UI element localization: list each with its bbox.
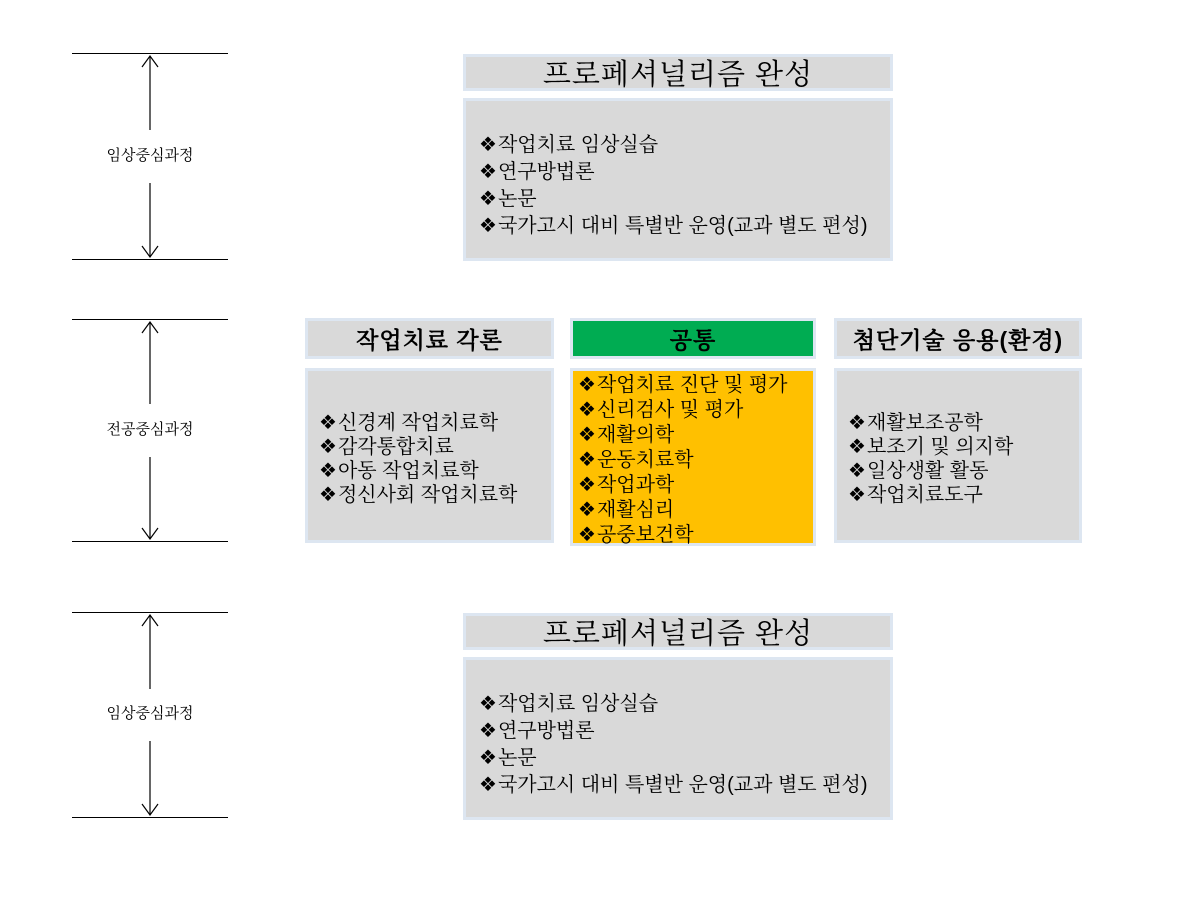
course-item xyxy=(479,132,884,159)
course-item xyxy=(479,772,884,799)
diamond-bullet-icon: ❖ xyxy=(479,692,497,715)
course-item xyxy=(319,435,547,459)
bottom-professionalism-title: 프로페셔널리즘 완성 xyxy=(463,613,893,650)
course-item-label: 연구방법론 xyxy=(497,160,595,183)
course-item-label: 작업치료도구 xyxy=(866,483,983,506)
course-item xyxy=(319,459,547,483)
course-item-label: 재활보조공학 xyxy=(866,411,983,434)
course-item-label: 연구방법론 xyxy=(497,719,595,742)
course-item xyxy=(479,718,884,745)
diamond-bullet-icon: ❖ xyxy=(578,449,596,471)
course-item-label: 작업치료 임상실습 xyxy=(497,133,659,156)
bottom-professionalism-course-list xyxy=(463,657,893,820)
course-item-label: 감각통합치료 xyxy=(337,435,454,458)
diamond-bullet-icon: ❖ xyxy=(479,214,497,237)
diamond-bullet-icon: ❖ xyxy=(578,374,596,396)
course-item-label: 논문 xyxy=(497,746,537,769)
phase-label: 임상중심과정 xyxy=(72,703,228,725)
diamond-bullet-icon: ❖ xyxy=(319,459,337,482)
phase-label: 전공중심과정 xyxy=(72,419,228,441)
course-item-label: 재활심리 xyxy=(596,499,675,521)
course-item-label: 국가고시 대비 특별반 운영(교과 별도 편성) xyxy=(497,214,868,237)
diamond-bullet-icon: ❖ xyxy=(578,499,596,521)
advanced-technology-header: 첨단기술 응용(환경) xyxy=(834,318,1082,359)
common-courses-course-list xyxy=(570,368,816,546)
course-item xyxy=(578,523,811,548)
course-item xyxy=(578,498,811,523)
course-item-label: 운동치료학 xyxy=(596,449,694,471)
course-item xyxy=(848,459,1075,483)
diamond-bullet-icon: ❖ xyxy=(848,411,866,434)
advanced-technology-course-list xyxy=(834,368,1082,543)
diamond-bullet-icon: ❖ xyxy=(848,483,866,506)
course-item xyxy=(479,745,884,772)
course-item-label: 논문 xyxy=(497,187,537,210)
course-item-label: 공중보건학 xyxy=(596,524,694,546)
course-item-label: 작업치료 진단 및 평가 xyxy=(596,374,788,396)
course-item-label: 일상생활 활동 xyxy=(866,459,989,482)
diamond-bullet-icon: ❖ xyxy=(479,719,497,742)
phase-indicator-clinical-bottom xyxy=(72,612,228,818)
course-item xyxy=(479,159,884,186)
course-item xyxy=(578,398,811,423)
diamond-bullet-icon: ❖ xyxy=(578,524,596,546)
diamond-bullet-icon: ❖ xyxy=(848,459,866,482)
course-item xyxy=(319,411,547,435)
course-item-label: 정신사회 작업치료학 xyxy=(337,483,518,506)
top-professionalism-course-list xyxy=(463,98,893,261)
course-item-label: 작업치료 임상실습 xyxy=(497,692,659,715)
diamond-bullet-icon: ❖ xyxy=(319,483,337,506)
course-item-label: 아동 작업치료학 xyxy=(337,459,479,482)
course-item xyxy=(578,373,811,398)
course-item xyxy=(479,186,884,213)
diamond-bullet-icon: ❖ xyxy=(578,399,596,421)
phase-indicator-major xyxy=(72,319,228,542)
course-item-label: 재활의학 xyxy=(596,424,675,446)
diamond-bullet-icon: ❖ xyxy=(578,424,596,446)
course-item-label: 신경계 작업치료학 xyxy=(337,411,499,434)
diamond-bullet-icon: ❖ xyxy=(578,474,596,496)
diamond-bullet-icon: ❖ xyxy=(319,411,337,434)
course-item xyxy=(578,423,811,448)
diamond-bullet-icon: ❖ xyxy=(319,435,337,458)
course-item-label: 국가고시 대비 특별반 운영(교과 별도 편성) xyxy=(497,773,868,796)
course-item xyxy=(479,691,884,718)
phase-label: 임상중심과정 xyxy=(72,145,228,167)
common-courses-header: 공통 xyxy=(570,318,816,359)
diamond-bullet-icon: ❖ xyxy=(479,160,497,183)
course-item-label: 보조기 및 의지학 xyxy=(866,435,1014,458)
course-item-label: 작업과학 xyxy=(596,474,675,496)
course-item-label: 신리검사 및 평가 xyxy=(596,399,744,421)
course-item xyxy=(578,448,811,473)
diamond-bullet-icon: ❖ xyxy=(479,773,497,796)
occupational-therapy-topics-header: 작업치료 각론 xyxy=(305,318,554,359)
diamond-bullet-icon: ❖ xyxy=(848,435,866,458)
top-professionalism-title: 프로페셔널리즘 완성 xyxy=(463,54,893,91)
course-item xyxy=(578,473,811,498)
occupational-therapy-topics-course-list xyxy=(305,368,554,543)
phase-indicator-clinical-top xyxy=(72,53,228,260)
course-item xyxy=(848,435,1075,459)
diamond-bullet-icon: ❖ xyxy=(479,133,497,156)
course-item xyxy=(848,483,1075,507)
diamond-bullet-icon: ❖ xyxy=(479,746,497,769)
course-item xyxy=(479,213,884,240)
course-item xyxy=(319,483,547,507)
diamond-bullet-icon: ❖ xyxy=(479,187,497,210)
course-item xyxy=(848,411,1075,435)
